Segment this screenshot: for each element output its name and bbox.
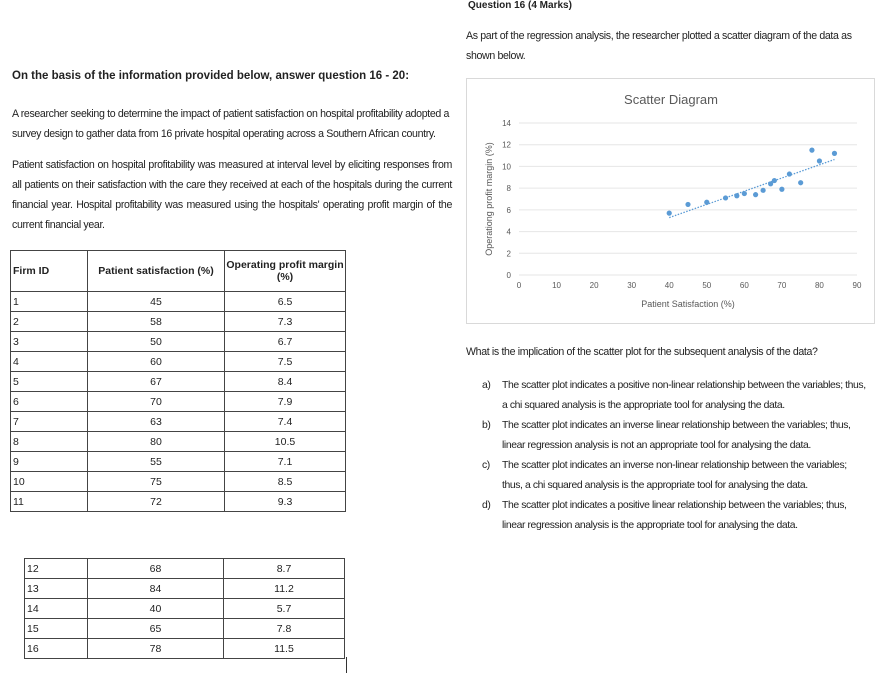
- header-fragment: Question 16 (4 Marks): [468, 0, 572, 11]
- data-point: [704, 200, 709, 205]
- cell-operating-profit-margin: 5.7: [224, 599, 345, 619]
- cell-firm-id: 15: [25, 619, 88, 639]
- table-row: [11, 352, 346, 372]
- cell-patient-satisfaction: 67: [88, 372, 225, 392]
- cell-operating-profit-margin: 7.1: [225, 452, 346, 472]
- scatter-chart: [466, 78, 875, 324]
- cell-firm-id: 10: [11, 472, 88, 492]
- data-point: [742, 191, 747, 196]
- table-row: [11, 452, 346, 472]
- x-axis-label: Patient Satisfaction (%): [641, 299, 735, 309]
- table-row: [25, 579, 345, 599]
- data-point: [779, 187, 784, 192]
- x-tick-label: 20: [589, 281, 599, 290]
- cell-operating-profit-margin: 7.4: [225, 412, 346, 432]
- cell-firm-id: 4: [11, 352, 88, 372]
- instructions-heading: On the basis of the information provided below, answer question 16 - 20:: [12, 70, 410, 82]
- option-label: d): [482, 500, 491, 511]
- cell-firm-id: 1: [11, 292, 88, 312]
- table-header-row: [11, 251, 346, 292]
- cell-firm-id: 16: [25, 639, 88, 659]
- data-point: [723, 195, 728, 200]
- data-point: [667, 211, 672, 216]
- option-text-line2: thus, a chi squared analysis is the appropriate tool for analysing the data.: [502, 480, 808, 491]
- option-text-line1: The scatter plot indicates a positive non-linear relationship between the variables; thus,: [502, 380, 866, 391]
- cell-patient-satisfaction: 68: [88, 559, 224, 579]
- question-text: What is the implication of the scatter plot for the subsequent analysis of the data?: [466, 346, 818, 358]
- option-label: a): [482, 380, 491, 391]
- data-point: [734, 193, 739, 198]
- table-row: [25, 619, 345, 639]
- option-label: b): [482, 420, 491, 431]
- answer-option-c: [482, 456, 874, 496]
- cell-operating-profit-margin: 7.5: [225, 352, 346, 372]
- answer-option-d: [482, 496, 874, 536]
- data-point: [761, 188, 766, 193]
- cell-operating-profit-margin: 11.2: [224, 579, 345, 599]
- option-label: c): [482, 460, 490, 471]
- data-point: [772, 178, 777, 183]
- option-text-line1: The scatter plot indicates an inverse linear relationship between the variables; thus,: [502, 420, 851, 431]
- cell-firm-id: 5: [11, 372, 88, 392]
- cell-operating-profit-margin: 6.5: [225, 292, 346, 312]
- cell-firm-id: 3: [11, 332, 88, 352]
- data-point: [753, 192, 758, 197]
- cell-patient-satisfaction: 65: [88, 619, 224, 639]
- y-tick-label: 10: [502, 162, 511, 172]
- x-tick-label: 0: [516, 281, 522, 290]
- scenario-paragraph-1: A researcher seeking to determine the impact of patient satisfaction on hospital profitability adopted a survey design to gather data from 16 private hospital operating across a Southern African country.: [12, 108, 450, 140]
- option-text-line2: a chi squared analysis is the appropriate tool for analysing the data.: [502, 400, 785, 411]
- y-tick-label: 8: [506, 184, 511, 194]
- answer-option-b: [482, 416, 874, 456]
- table-row: [25, 639, 345, 659]
- cell-firm-id: 13: [25, 579, 88, 599]
- y-tick-label: 14: [502, 119, 511, 128]
- cell-firm-id: 11: [11, 492, 88, 512]
- cell-patient-satisfaction: 75: [88, 472, 225, 492]
- cell-firm-id: 14: [25, 599, 88, 619]
- table-row: [25, 559, 345, 579]
- data-point: [832, 151, 837, 156]
- cell-patient-satisfaction: 58: [88, 312, 225, 332]
- data-point: [685, 202, 690, 207]
- option-text-line2: linear regression analysis is the appropriate tool for analysing the data.: [502, 520, 798, 531]
- cell-patient-satisfaction: 78: [88, 639, 224, 659]
- cell-firm-id: 2: [11, 312, 88, 332]
- table-row: [11, 372, 346, 392]
- table-row: [11, 292, 346, 312]
- y-tick-label: 6: [506, 205, 511, 215]
- table-row: [11, 392, 346, 412]
- y-tick-label: 12: [502, 140, 511, 150]
- chart-title: Scatter Diagram: [624, 92, 718, 107]
- x-tick-label: 60: [739, 281, 749, 290]
- cell-operating-profit-margin: 11.5: [224, 639, 345, 659]
- y-tick-label: 2: [506, 249, 511, 259]
- header-patient-satisfaction: Patient satisfaction (%): [88, 251, 225, 292]
- table-row: [25, 599, 345, 619]
- table-row: [11, 332, 346, 352]
- cell-firm-id: 6: [11, 392, 88, 412]
- cell-patient-satisfaction: 70: [88, 392, 225, 412]
- cell-firm-id: 8: [11, 432, 88, 452]
- cell-patient-satisfaction: 80: [88, 432, 225, 452]
- scenario-paragraph-2: Patient satisfaction on hospital profitability was measured at interval level by eliciting responses from all patients on their satisfaction with the care they received at each of the hospitals during the current financial year. Hospital profitability was measured using the hospitals' operating profit margin of the current financial year.: [12, 159, 452, 231]
- table-row: [11, 472, 346, 492]
- data-point: [817, 158, 822, 163]
- y-tick-label: 4: [506, 227, 511, 237]
- x-tick-label: 80: [814, 281, 824, 290]
- data-point: [809, 148, 814, 153]
- cell-firm-id: 7: [11, 412, 88, 432]
- y-axis-label: Operationg profit margin (%): [484, 142, 494, 256]
- option-text-line2: linear regression analysis is not an appropriate tool for analysing the data.: [502, 440, 811, 451]
- chart-intro: As part of the regression analysis, the researcher plotted a scatter diagram of the data as shown below.: [466, 30, 852, 62]
- x-tick-label: 90: [852, 281, 862, 290]
- scatter-chart-svg: [467, 79, 874, 323]
- table-row: [11, 412, 346, 432]
- data-point: [798, 180, 803, 185]
- cell-operating-profit-margin: 7.9: [225, 392, 346, 412]
- option-text-line1: The scatter plot indicates an inverse non-linear relationship between the variables;: [502, 460, 847, 471]
- header-firm-id: Firm ID: [11, 251, 88, 292]
- cell-firm-id: 9: [11, 452, 88, 472]
- cell-operating-profit-margin: 8.5: [225, 472, 346, 492]
- answer-option-a: [482, 376, 874, 416]
- x-tick-label: 40: [664, 281, 674, 290]
- cell-patient-satisfaction: 63: [88, 412, 225, 432]
- x-tick-label: 50: [702, 281, 712, 290]
- table-row: [11, 492, 346, 512]
- cell-operating-profit-margin: 8.7: [224, 559, 345, 579]
- data-point: [787, 171, 792, 176]
- cell-patient-satisfaction: 72: [88, 492, 225, 512]
- cell-operating-profit-margin: 7.8: [224, 619, 345, 639]
- header-operating-profit-margin: Operating profit margin (%): [225, 251, 346, 292]
- x-tick-label: 30: [627, 281, 637, 290]
- cell-firm-id: 12: [25, 559, 88, 579]
- y-tick-label: 0: [506, 271, 511, 280]
- x-tick-label: 70: [777, 281, 787, 290]
- cell-operating-profit-margin: 6.7: [225, 332, 346, 352]
- cell-operating-profit-margin: 10.5: [225, 432, 346, 452]
- cell-patient-satisfaction: 40: [88, 599, 224, 619]
- cell-patient-satisfaction: 45: [88, 292, 225, 312]
- cell-patient-satisfaction: 84: [88, 579, 224, 599]
- data-table-continued: [24, 558, 345, 659]
- text-cursor: [346, 657, 347, 673]
- cell-patient-satisfaction: 55: [88, 452, 225, 472]
- cell-operating-profit-margin: 7.3: [225, 312, 346, 332]
- table-row: [11, 312, 346, 332]
- x-tick-label: 10: [552, 281, 562, 290]
- data-table: [10, 250, 346, 512]
- cell-operating-profit-margin: 8.4: [225, 372, 346, 392]
- option-text-line1: The scatter plot indicates a positive linear relationship between the variables; thus,: [502, 500, 847, 511]
- table-row: [11, 432, 346, 452]
- cell-operating-profit-margin: 9.3: [225, 492, 346, 512]
- cell-patient-satisfaction: 50: [88, 332, 225, 352]
- cell-patient-satisfaction: 60: [88, 352, 225, 372]
